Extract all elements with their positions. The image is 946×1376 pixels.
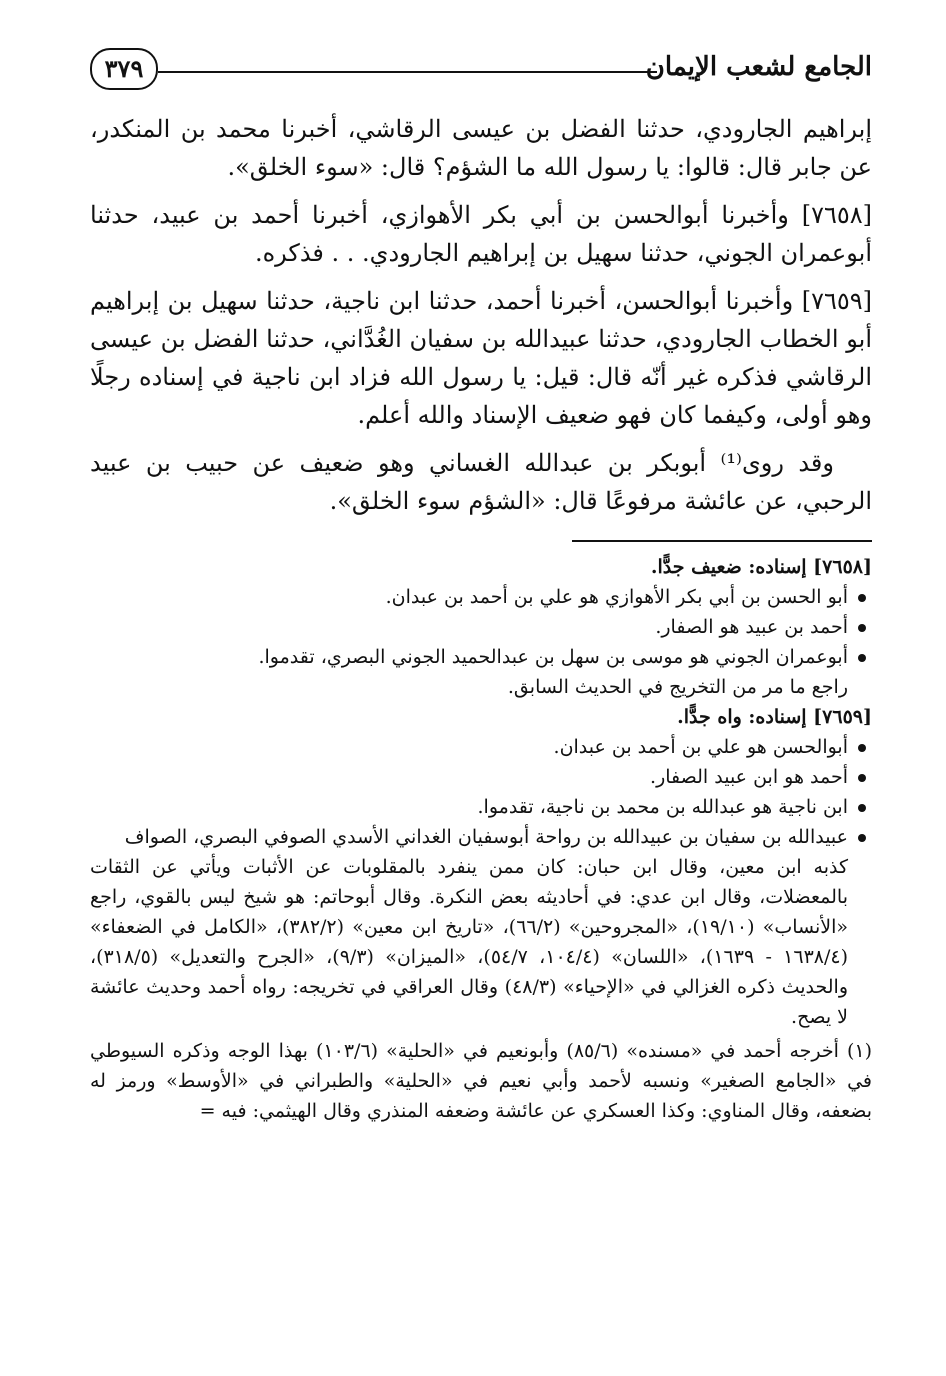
page-header <box>90 40 872 110</box>
paragraph-7658: [٧٦٥٨] وأخبرنا أبوالحسن بن أبي بكر الأهوازي، أخبرنا أحمد بن عبيد، حدثنا أبوعمران الجوني، حدثنا سهيل بن إبراهيم الجارودي. . . فذكره. <box>90 201 872 267</box>
list-item: أبو الحسن بن أبي بكر الأهوازي هو علي بن أحمد بن عبدان. <box>90 582 872 612</box>
note-7658-list <box>90 582 872 672</box>
footnote-1: (١) أخرجه أحمد في «مسنده» (٨٥/٦) وأبونعيم في «الحلية» (١٠٣/٦) بهذا الوجه وذكره السيوطي في «الجامع الصغير» ونسبه لأحمد وأبي نعيم في «الحلية» والطبراني في «الأوسط» ورمز له بضعفه، وقال المناوي: وكذا العسكري عن عائشة وضعفه المنذري وقال الهيثمي: فيه = <box>90 1040 873 1122</box>
list-item: أبوعمران الجوني هو موسى بن سهل بن عبدالحميد الجوني البصري، تقدموا. <box>90 642 872 672</box>
list-item: أبوالحسن هو علي بن أحمد بن عبدان. <box>90 732 872 762</box>
running-title: الجامع لشعب الإيمان <box>645 52 872 82</box>
note-7659-list <box>90 732 872 852</box>
book-page <box>90 40 872 1126</box>
paragraph-7659: [٧٦٥٩] وأخبرنا أبوالحسن، أخبرنا أحمد، حدثنا ابن ناجية، حدثنا سهيل بن إبراهيم أبو الخطاب الجارودي، حدثنا عبيدالله بن سفيان الغُدَّاني، حدثنا الفضل بن عيسى الرقاشي فذكره غير أنّه قال: قيل: يا رسول الله فزاد ابن ناجية في إسناده رجلًا وهو أولى، وكيفما كان فهو ضعيف الإسناد والله أعلم. <box>90 287 872 429</box>
list-item: ابن ناجية هو عبدالله بن محمد بن ناجية، تقدموا. <box>90 792 872 822</box>
list-item: أحمد هو ابن عبيد الصفار. <box>90 762 872 792</box>
paragraph-1: إبراهيم الجارودي، حدثنا الفضل بن عيسى الرقاشي، أخبرنا محمد بن المنكدر، عن جابر قال: قالوا: يا رسول الله ما الشؤم؟ قال: «سوء الخلق». <box>90 115 872 181</box>
footnote-separator <box>572 540 872 542</box>
footnotes <box>90 552 872 1126</box>
main-text <box>90 110 872 520</box>
note-7659-detail: كذبه ابن معين، وقال ابن حبان: كان ممن ينفرد بالمقلوبات عن الأثبات ويأتي عن الثقات بالمعضلات، وقال ابن عدي: في أحاديثه بعض النكرة. وقال أبوحاتم: هو شيخ ليس بالقوي، راجع «الأنساب» (١٩/١٠)، «المجروحين» (٦٦/٢)، «تاريخ ابن معين» (٣٨٢/٢)، «الكامل في الضعفاء» (١٦٣٨/٤ - ١٦٣٩)، «اللسان» (١٠٤/٤، ٥٤/٧)، «الميزان» (٩/٣)، «الجرح والتعديل» (٣١٨/٥)، والحديث ذكره الغزالي في «الإحياء» (٤٨/٣) وقال العراقي في تخريجه: رواه أحمد وحديث عائشة لا يصح. <box>90 856 849 1028</box>
page-number: ٣٧٩ <box>90 48 158 90</box>
paragraph-4: وقد روى⁽¹⁾ أبوبكر بن عبدالله الغساني وهو ضعيف عن حبيب بن عبيد الرحبي، عن عائشة مرفوعًا قال: «الشؤم سوء الخلق». <box>90 449 872 515</box>
note-7659-heading: [٧٦٥٩] إسناده: واه جدًّا. <box>677 706 872 728</box>
note-7658-reference: راجع ما مر من التخريج في الحديث السابق. <box>507 676 848 698</box>
header-rule <box>158 71 657 73</box>
list-item: عبيدالله بن سفيان بن عبيدالله بن رواحة أبوسفيان الغداني الأسدي الصوفي البصري، الصواف <box>90 822 872 852</box>
note-7658-heading: [٧٦٥٨] إسناده: ضعيف جدًّا. <box>650 556 872 578</box>
list-item: أحمد بن عبيد هو الصفار. <box>90 612 872 642</box>
